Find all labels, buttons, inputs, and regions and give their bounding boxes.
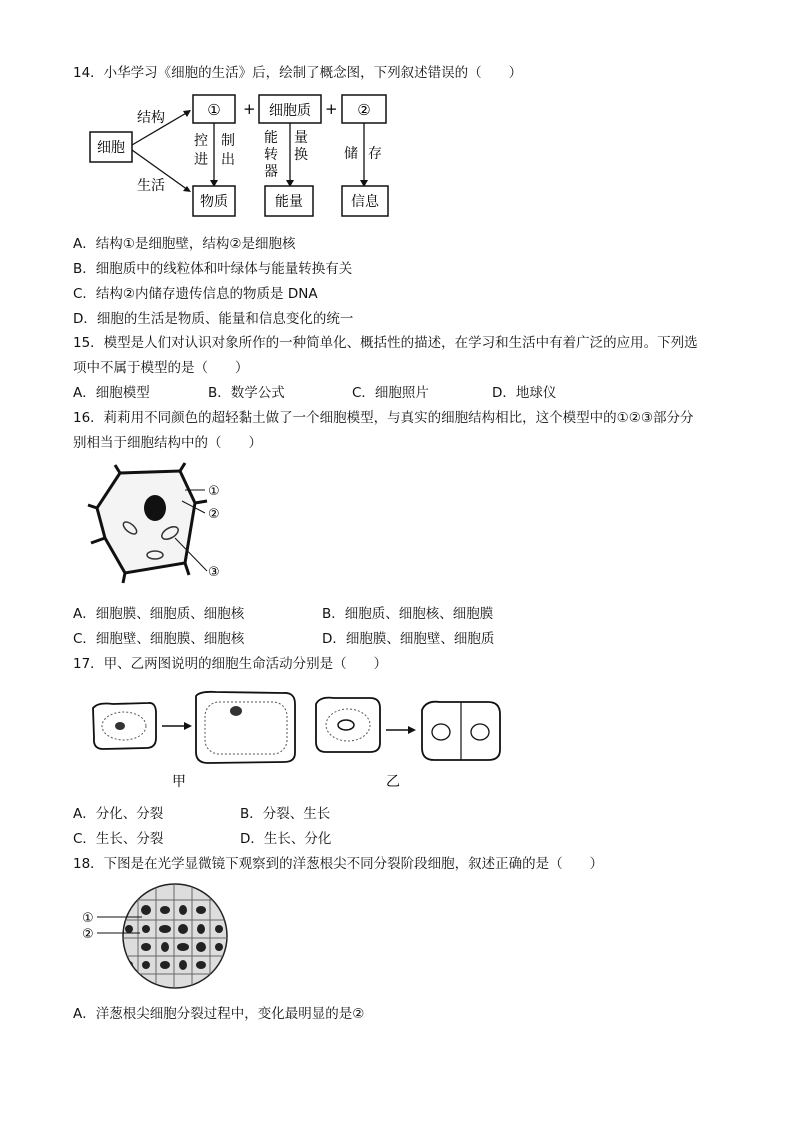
q15-option-c: C．细胞照片 [352, 385, 429, 401]
q14-stem: 14．小华学习《细胞的生活》后，绘制了概念图，下列叙述错误的（ ） [73, 65, 523, 81]
q14-option-b: B．细胞质中的线粒体和叶绿体与能量转换有关 [73, 261, 353, 277]
q16-option-c: C．细胞壁、细胞膜、细胞核 [73, 631, 245, 647]
svg-text:转: 转 [264, 147, 278, 163]
plus-2: + [325, 100, 338, 118]
q15-option-d: D．地球仪 [492, 385, 557, 401]
q17-option-c: C．生长、分裂 [73, 831, 164, 847]
q15-option-a: A．细胞模型 [73, 385, 150, 401]
q17-option-a: A．分化、分裂 [73, 806, 164, 822]
q14-concept-diagram [85, 90, 405, 220]
box1-text: ① [207, 101, 221, 119]
svg-text:①: ① [82, 911, 94, 926]
svg-text:存: 存 [368, 146, 382, 162]
box2-text: ② [357, 101, 371, 119]
q14-option-a: A．结构①是细胞壁，结构②是细胞核 [73, 236, 296, 252]
q16-stem-line2: 别相当于细胞结构中的（ ） [73, 435, 262, 451]
life-label: 生活 [137, 178, 165, 194]
cell-text: 细胞 [97, 140, 125, 156]
q14-option-d: D．细胞的生活是物质、能量和信息变化的统一 [73, 311, 354, 327]
q18-option-a: A．洋葱根尖细胞分裂过程中，变化最明显的是② [73, 1006, 365, 1022]
svg-text:量: 量 [294, 130, 308, 146]
q16-option-d: D．细胞膜、细胞壁、细胞质 [322, 631, 495, 647]
q15-stem-line1: 15．模型是人们对认识对象所作的一种简单化、概括性的描述，在学习和生活中有着广泛的应用。下列选 [73, 335, 698, 351]
q16-option-a: A．细胞膜、细胞质、细胞核 [73, 606, 245, 622]
svg-text:储: 储 [344, 146, 358, 162]
q16-stem-line1: 16．莉莉用不同颜色的超轻黏土做了一个细胞模型，与真实的细胞结构相比，这个模型中的①②③部分分 [73, 410, 694, 426]
q17-stem: 17．甲、乙两图说明的细胞生命活动分别是（ ） [73, 656, 388, 672]
svg-text:②: ② [82, 927, 94, 942]
label-yi: 乙 [386, 774, 400, 790]
q17-option-d: D．生长、分化 [240, 831, 332, 847]
svg-text:③: ③ [208, 565, 220, 580]
q15-stem-line2: 项中不属于模型的是（ ） [73, 360, 249, 376]
svg-text:物质: 物质 [200, 194, 228, 210]
svg-text:信息: 信息 [351, 194, 379, 210]
q16-option-b: B．细胞质、细胞核、细胞膜 [322, 606, 494, 622]
svg-text:换: 换 [294, 147, 308, 163]
q17-cell-figures [88, 688, 528, 793]
svg-text:进: 进 [194, 152, 208, 168]
q16-cell-model-figure [85, 463, 245, 588]
label-jia: 甲 [172, 774, 186, 790]
q17-option-b: B．分裂、生长 [240, 806, 331, 822]
svg-text:②: ② [208, 507, 220, 522]
q15-option-b: B．数学公式 [208, 385, 285, 401]
svg-text:能量: 能量 [275, 194, 303, 210]
svg-text:制: 制 [221, 133, 235, 149]
svg-text:控: 控 [194, 133, 208, 149]
cytoplasm-text: 细胞质 [269, 103, 311, 119]
q14-option-c: C．结构②内储存遗传信息的物质是 DNA [73, 286, 318, 302]
structure-label: 结构 [137, 110, 165, 126]
plus-1: + [243, 100, 256, 118]
svg-text:出: 出 [221, 152, 235, 168]
q18-microscope-figure [80, 880, 240, 995]
q18-stem: 18．下图是在光学显微镜下观察到的洋葱根尖不同分裂阶段细胞，叙述正确的是（ ） [73, 856, 604, 872]
svg-text:能: 能 [264, 130, 278, 146]
svg-text:①: ① [208, 484, 220, 499]
svg-text:器: 器 [264, 164, 278, 180]
